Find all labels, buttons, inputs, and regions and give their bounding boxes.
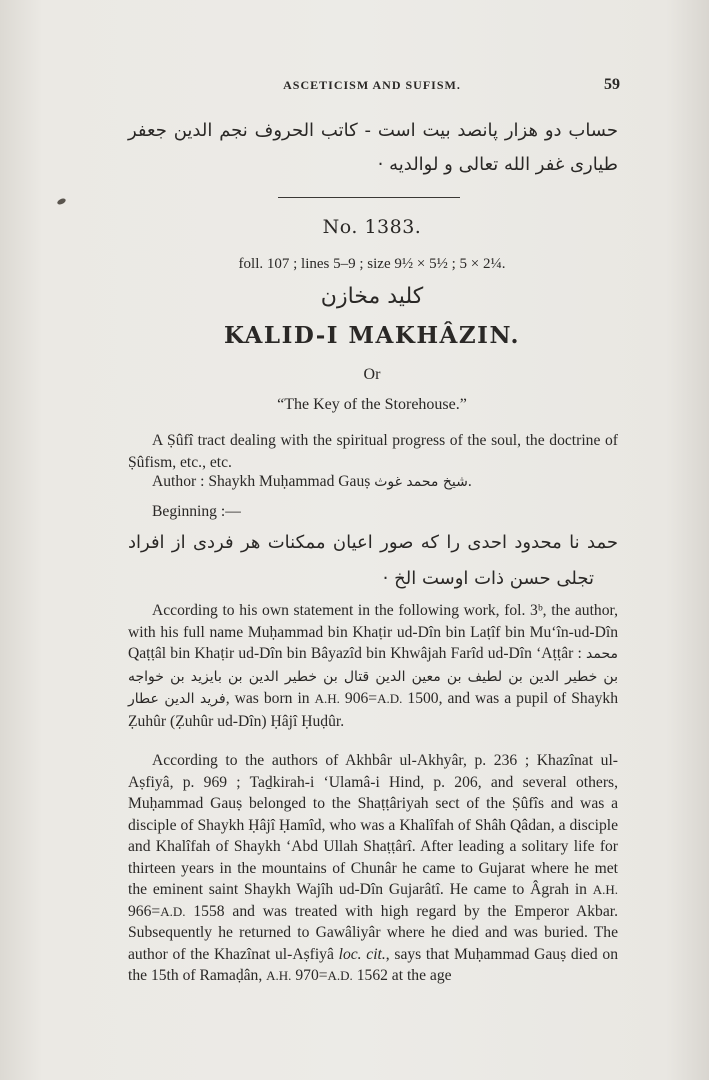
description-paragraph (128, 430, 618, 473)
paragraph-1 (128, 600, 618, 732)
running-title: ASCETICISM AND SUFISM. (283, 78, 461, 92)
para1-text-c: 906= (344, 690, 378, 707)
beginning-text-arabic (128, 525, 618, 597)
title-translation: “The Key of the Storehouse.” (277, 396, 467, 413)
para1-text-b: , was born in (225, 690, 310, 707)
beginning-label-block (128, 501, 618, 523)
biography-paragraph-2 (128, 750, 618, 987)
title-arabic: کلید مخازن (320, 284, 424, 309)
para2-text-c: 1558 and was treated with high regard by the Emperor Akbar. Subsequently he returned to Gawâliyâr where he died and was buried. The author of the Khazînat ul-Aṣfiyâ (128, 902, 618, 963)
para2-text-a: According to the authors of Akhbâr ul-Akhyâr, p. 236 ; Khazînat ul-Aṣfiyâ, p. 969 ; Taḏkirah-i ‘Ulamâ-i Hind, p. 206, and several others, Muḥammad Gauṣ belonged to the Shaṭṭâriyah sect of the Ṣûfîs and was a disciple of Shaykh Ḥâjî Ḥamîd, who was a Khalîfah of Shâh Qâdan, a disciple and Khalîfah of Shaykh ‘Abd Ullah Shaṭṭârî. After leading a solitary life for thirteen years in the mountains of Chunâr he came to Gujarat where he met the eminent saint Shaykh Wajîh ud-Dîn Gujarâtî. He came to Âgrah in (128, 752, 618, 898)
para2-text-b: 966= (128, 902, 161, 920)
description-text: A Ṣûfî tract dealing with the spiritual progress of the soul, the doctrine of Ṣûfism, etc., etc. (128, 432, 618, 471)
era-ad: A.D. (327, 968, 353, 983)
era-ah: A.H. (592, 882, 618, 897)
author-line (128, 471, 618, 494)
para1-text-a: According to his own statement in the following work, fol. 3ᵇ, the author, with his full name Muḥammad bin Khaṭir ud-Dîn bin Laṭîf bin Mu‘în-ud-Dîn Qaṭṭâl bin Khaṭir ud-Dîn bin Bâyazîd bin Khwâjah Farîd ud-Dîn ‘Aṭṭâr : (128, 602, 618, 662)
colophon-line-2: طیاری غفر الله تعالی و لوالدیه ⋅ (377, 154, 618, 175)
beginning-line-2: تجلی حسن ذات اوست الخ ⋅ (382, 568, 594, 589)
author-label: Author : (152, 473, 205, 490)
author-name: Shaykh Muḥammad Gauṣ (208, 473, 371, 490)
entry-title: KALID-I MAKHÂZIN. (224, 322, 520, 349)
page-number: 59 (604, 76, 620, 93)
section-divider (278, 197, 460, 198)
colophon-line-1: حساب دو هزار پانصد بیت است - کاتب الحروف نجم الدین جعفر (128, 120, 618, 141)
para2-text-d: , says that Muḥammad Gauṣ died on the 15th of Ramaḍân, (128, 945, 618, 984)
para2-text-f: 1562 at the age (356, 967, 452, 984)
era-ad: A.D. (160, 903, 186, 919)
beginning-line-1: حمد نا محدود احدی را که صور اعیان ممکنات هر فردی از افراد (128, 532, 618, 553)
beginning-label: Beginning :— (152, 503, 241, 520)
author-arabic: شیخ محمد غوث (374, 474, 468, 490)
entry-number: No. 1383. (322, 216, 422, 238)
para2-text-e: 970= (295, 967, 328, 984)
page-header (128, 76, 620, 98)
era-ad: A.D. (377, 691, 403, 706)
era-ah: A.H. (314, 691, 340, 706)
or-label: Or (363, 366, 381, 383)
ink-mark (56, 197, 66, 205)
folio-info: foll. 107 ; lines 5–9 ; size 9½ × 5½ ; 5 × 2¼. (238, 256, 506, 272)
paragraph-2 (128, 750, 618, 987)
loc-cit: loc. cit. (338, 945, 386, 963)
era-ah: A.H. (266, 968, 292, 983)
biography-paragraph-1 (128, 600, 618, 732)
lineage-arabic: محمد بن خطیر الدین بن لطیف بن معین الدین قتال بن خطیر الدین بن بایزید بن خواجه فرید الدین عطار (128, 646, 618, 707)
author-paragraph (128, 471, 618, 494)
para1-text-d: 1500, and was a pupil of Shaykh Ẓuhûr (Ẓuhûr ud-Dîn) Ḥâjî Ḥuḍûr. (128, 690, 619, 730)
colophon-persian (128, 114, 618, 182)
author-end: . (467, 473, 472, 490)
